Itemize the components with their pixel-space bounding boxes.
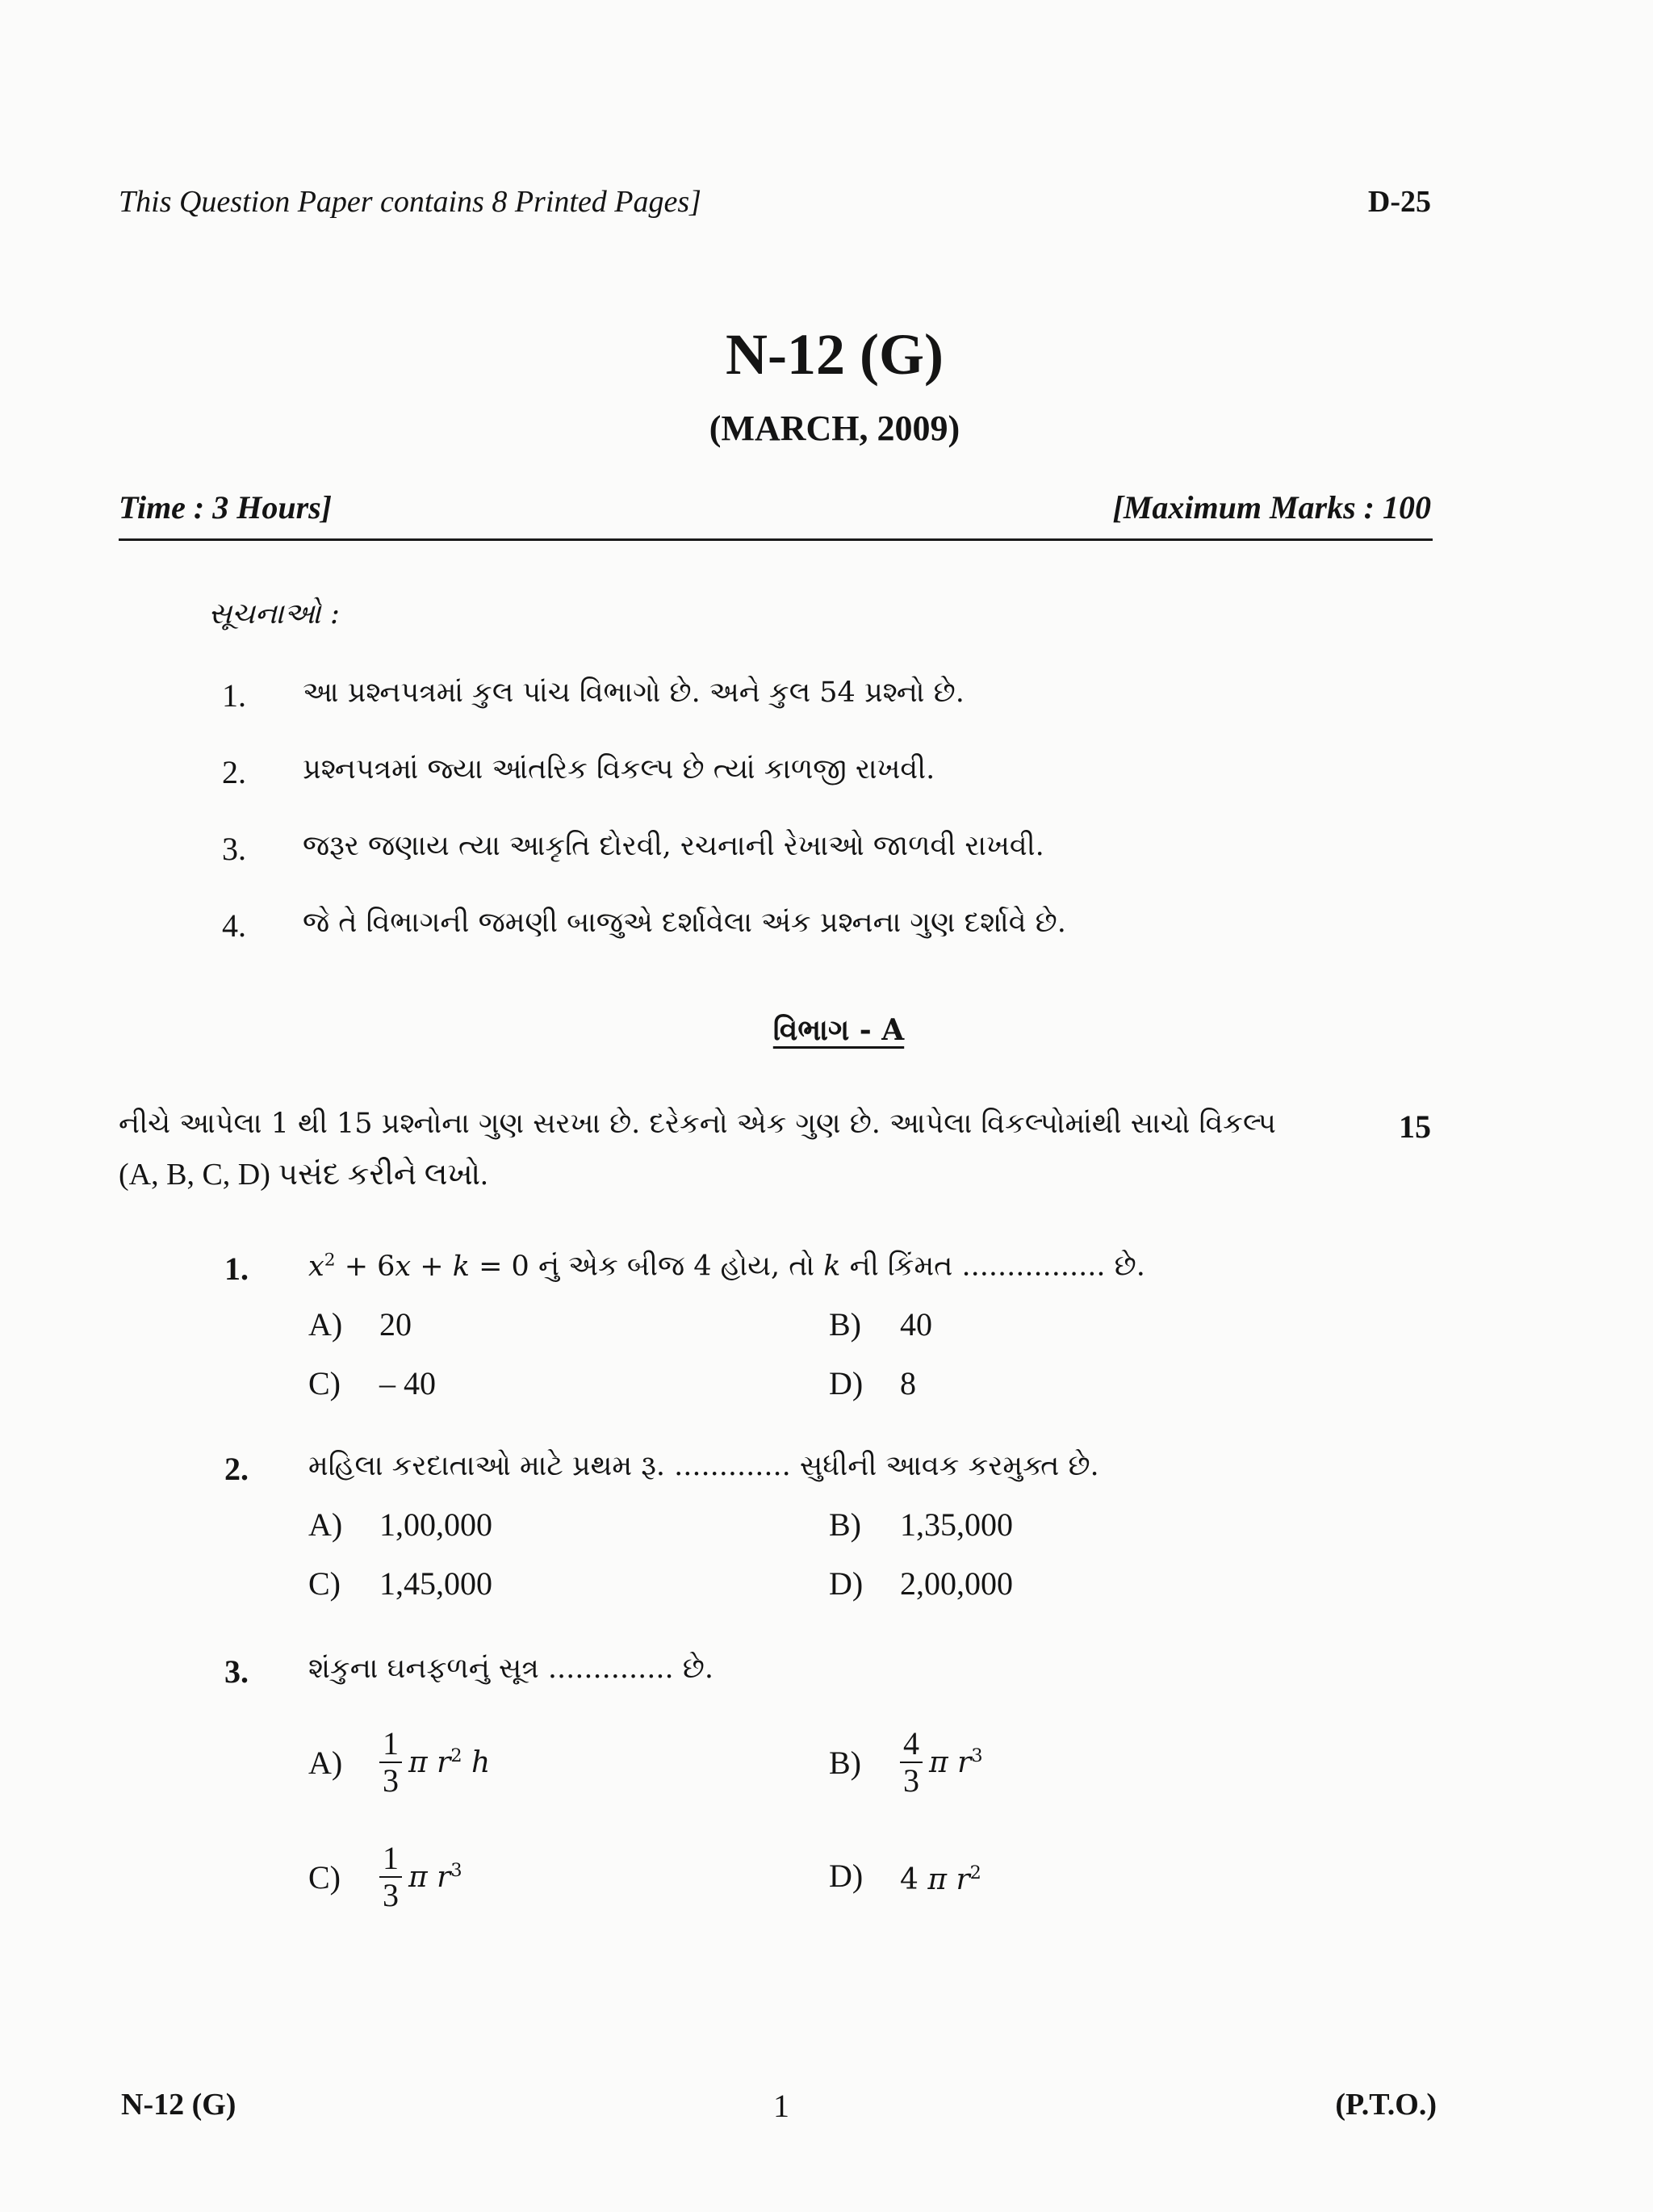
instruction-number: 2.	[222, 754, 246, 790]
instruction-text: જે તે વિભાગની જમણી બાજુએ દર્શાવેલા અંક પ્રશ્નના ગુણ દર્શાવે છે.	[303, 907, 1066, 939]
paper-code-top: D-25	[1367, 185, 1431, 219]
option-d: D) 4 π $r^2$	[829, 1858, 981, 1896]
instruction-number: 4.	[222, 907, 246, 944]
exam-session: (MARCH, 2009)	[709, 408, 960, 448]
question-number: 3.	[224, 1653, 249, 1690]
option-c: C) $\frac{1}{3}$ π $r^3$	[308, 1840, 462, 1913]
question-text: $x^2 + 6x + k = 0$ નું એક બીજ 4 હોય, તો k ની કિંમત ................ છે.	[308, 1250, 1145, 1283]
section-marks: 15	[1399, 1108, 1431, 1145]
section-title	[0, 1013, 1653, 1048]
instruction-text: પ્રશ્નપત્રમાં જ્યા આંતરિક વિકલ્પ છે ત્યાં કાળજી રાખવી.	[303, 753, 935, 786]
question-number: 1.	[224, 1251, 249, 1287]
option-d: D) 8	[829, 1365, 916, 1401]
option-c: C) – 40	[308, 1365, 436, 1401]
formula-third-pi-r-cubed: π $r^3$	[408, 1860, 462, 1894]
exam-time: Time : 3 Hours]	[119, 489, 333, 526]
please-turn-over: (P.T.O.)	[1335, 2088, 1437, 2122]
page-number: 1	[773, 2088, 789, 2124]
option-b: B) 1,35,000	[829, 1506, 1013, 1543]
paper-title: N-12 (G)	[726, 322, 944, 387]
section-title-text: વિભાગ - A	[772, 1013, 905, 1047]
question-text: મહિલા કરદાતાઓ માટે પ્રથમ રૂ. ............. સુધીની આવક કરમુક્ત છે.	[308, 1450, 1099, 1482]
option-d: D) 2,00,000	[829, 1565, 1013, 1602]
formula-cone-volume: π $r^2$ h	[408, 1745, 491, 1779]
instruction-text: આ પ્રશ્નપત્રમાં કુલ પાંચ વિભાગો છે. અને કુલ 54 પ્રશ્નો છે.	[303, 677, 965, 709]
printed-pages-note: This Question Paper contains 8 Printed Pages]	[119, 185, 701, 219]
instructions-heading: સૂચનાઓ :	[208, 597, 340, 631]
question-text: શંકુના ઘનફળનું સૂત્ર .............. છે.	[308, 1653, 714, 1685]
fraction-one-third: $\frac{1}{3}$	[379, 1841, 402, 1913]
option-a: A) $\frac{1}{3}$ π $r^2$ h	[308, 1725, 491, 1799]
fraction-one-third: $\frac{1}{3}$	[379, 1726, 402, 1799]
option-a: A) 1,00,000	[308, 1506, 492, 1543]
option-b: B) $\frac{4}{3}$ π $r^3$	[829, 1725, 983, 1799]
question-number: 2.	[224, 1451, 249, 1487]
fraction-four-thirds: $\frac{4}{3}$	[900, 1726, 923, 1799]
instruction-number: 3.	[222, 831, 246, 867]
quadratic-equation: $x^2 + 6x + k = 0$	[308, 1250, 529, 1283]
option-b: B) 40	[829, 1306, 932, 1343]
header-divider	[119, 538, 1433, 541]
footer-paper-code: N-12 (G)	[121, 2088, 236, 2122]
section-intro-line1: નીચે આપેલા 1 થી 15 પ્રશ્નોના ગુણ સરખા છે. દરેકનો એક ગુણ છે. આપેલા વિકલ્પોમાંથી સાચો વિકલ્પ	[119, 1108, 1276, 1140]
instruction-text: જરૂર જણાય ત્યા આકૃતિ દોરવી, રચનાની રેખાઓ જાળવી રાખવી.	[303, 830, 1044, 862]
formula-sphere-volume: π $r^3$	[929, 1745, 983, 1779]
section-intro-line2: (A, B, C, D) પસંદ કરીને લખો.	[119, 1158, 488, 1192]
formula-sphere-surface: 4 π $r^2$	[900, 1862, 981, 1896]
maximum-marks: [Maximum Marks : 100	[1112, 489, 1431, 526]
instruction-number: 1.	[222, 677, 246, 714]
option-c: C) 1,45,000	[308, 1565, 492, 1602]
option-a: A) 20	[308, 1306, 412, 1343]
